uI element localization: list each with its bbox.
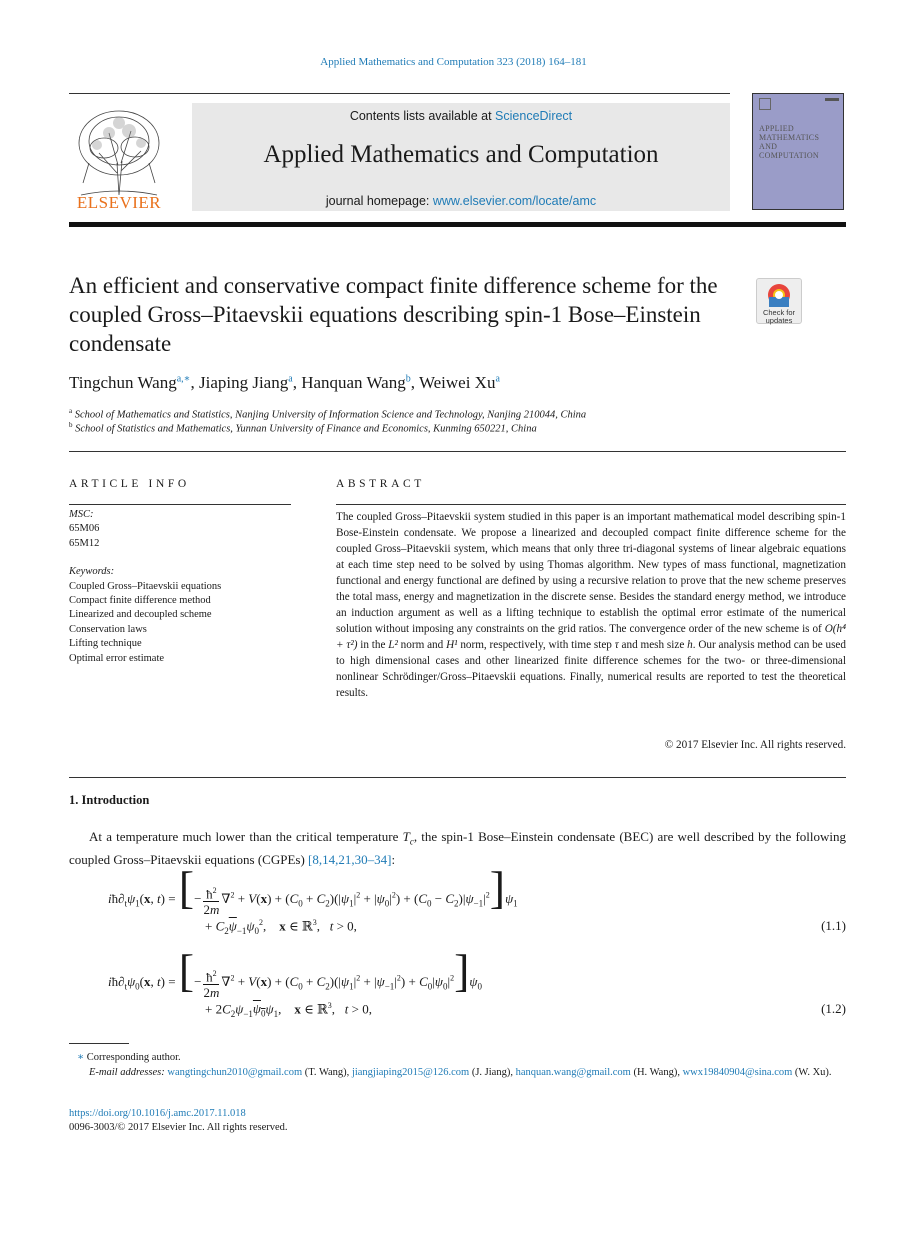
author-name[interactable]: Weiwei Xu	[418, 373, 496, 392]
equation-1-2-line-2: + $2C_2\psi_{-1}\psi_0\psi_1$, x ∈ ℝ$^3$, t > 0,	[205, 1001, 372, 1019]
author-name[interactable]: Tingchun Wang	[69, 373, 177, 392]
divider	[69, 777, 846, 778]
article-info-heading: ARTICLE INFO	[69, 478, 190, 490]
keyword: Linearized and decoupled scheme	[69, 609, 212, 621]
crossmark-label: Check for updates	[762, 308, 796, 325]
homepage-link[interactable]: www.elsevier.com/locate/amc	[432, 194, 597, 208]
author-affiliation-marker[interactable]: a,∗	[176, 373, 191, 385]
keyword: Lifting technique	[69, 638, 142, 650]
author-separator: ,	[292, 373, 302, 392]
equation-1-2-line-1: $iħ\partial_t\psi_0(x$, t) = [− $\frac{ħ^2}{2m}$ $\nabla^2 + V(x) + (C_0 + C_2)(|\psi_1|^2 + |\psi_{-1}|^2) + C_0|\psi_0|^2]\psi_0$	[108, 945, 482, 1001]
contents-prefix: Contents lists available at	[349, 109, 496, 123]
article-info	[69, 508, 291, 666]
author-affiliation-marker[interactable]: b	[405, 373, 411, 385]
journal-name: Applied Mathematics and Computation	[263, 141, 659, 168]
msc-code: 65M06	[69, 523, 100, 535]
author-affiliation-marker[interactable]: a	[495, 373, 500, 385]
keyword: Optimal error estimate	[69, 652, 165, 664]
journal-banner	[192, 103, 730, 211]
crossmark-icon	[767, 283, 791, 307]
equation-number: (1.2)	[821, 1001, 846, 1016]
email-link[interactable]: wangtingchun2010@gmail.com	[167, 1067, 303, 1078]
msc-code: 65M12	[69, 537, 100, 549]
doi-link[interactable]: https://doi.org/10.1016/j.amc.2017.11.018	[69, 1108, 246, 1119]
header-thick-rule	[69, 222, 846, 227]
divider	[69, 451, 846, 452]
author-list	[69, 373, 500, 393]
keyword: Conservation laws	[69, 623, 147, 635]
crossmark-button[interactable]	[756, 278, 802, 324]
author-name[interactable]: Jiaping Jiang	[198, 373, 289, 392]
homepage-line	[192, 194, 730, 208]
issn-line: 0096-3003/© 2017 Elsevier Inc. All rights reserved.	[69, 1122, 288, 1133]
header-rule	[69, 93, 730, 94]
intro-paragraph: At a temperature much lower than the critical temperature $T_c$, the spin-1 Bose–Einstein condensate (BEC) are well described by the following coupled Gross–Pitaevskii equations (CGPEs) [8,14,21,30–34]:	[69, 829, 846, 867]
abstract-copyright: © 2017 Elsevier Inc. All rights reserved.	[664, 739, 846, 751]
equation-1-1-line-2: + $C_2\overline{\psi}_{-1}\psi_0^2$, x ∈ ℝ$^3$, t > 0,	[205, 918, 357, 936]
cover-mark-icon	[825, 98, 839, 101]
author-affiliation-marker[interactable]: a	[288, 373, 293, 385]
elsevier-logo[interactable]	[69, 103, 169, 211]
author-separator: ,	[410, 373, 419, 392]
cover-title: APPLIED MATHEMATICS AND COMPUTATION	[759, 124, 820, 160]
author-separator: ,	[190, 373, 199, 392]
email-link[interactable]: jiangjiaping2015@126.com	[351, 1067, 470, 1078]
keyword: Coupled Gross–Pitaevskii equations	[69, 580, 222, 592]
reference-link[interactable]: [8,14,21,30–34]	[308, 851, 392, 867]
footnotes	[69, 1050, 846, 1080]
publisher-name: ELSEVIER	[76, 193, 162, 212]
cover-logo-icon	[759, 98, 771, 110]
affiliation-b: $^b$ School of Statistics and Mathematics, Yunnan University of Finance and Economics, Kunming 650221, China	[69, 421, 537, 435]
corresponding-note: ∗ Corresponding author.	[77, 1052, 181, 1063]
divider	[69, 504, 291, 505]
abstract-heading: ABSTRACT	[336, 478, 425, 490]
equation-1-1-line-1: $iħ\partial_t\psi_1(x$, t) = [− $\frac{ħ^2}{2m}$ $\nabla^2 + V(x) + (C_0 + C_2)(|\psi_1|^2 + |\psi_0|^2) + (C_0 - C_2)|\psi_{-1}|^2]\psi_1$	[108, 862, 518, 918]
abstract-text: The coupled Gross–Pitaevskii system studied in this paper is an important mathematical model describing spin-1 Bose-Einstein condensate. We propose a linearized and decoupled compact finite difference scheme for the coupled Gross–Pitaevskii system, which means that only three tri-diagonal systems of linear algebraic equations at each time step need to be solved by using Thomas algorithm. New types of mass functional, magnetization functional and energy functional are defined by using a recursive relation to prove that the new scheme preserves the total mass, energy and magnetization in the discrete sense. Besides the standard energy method, we introduce an induction argument as well as a lifting technique to establish the optimal error estimate of the numerical solution without imposing any constraints on the grid ratios. The convergence order of the new scheme is of O(h⁴ + τ²) in the L² norm and H¹ norm, respectively, with time step τ and mesh size h. Our analysis method can be used to high dimensional cases and other linearized finite difference schemes for the two- or three-dimensional nonlinear Schrödinger/Gross–Pitaevskii equations. Finally, numerical results are reported to test the theoretical results.	[336, 511, 846, 699]
author-name[interactable]: Hanquan Wang	[301, 373, 406, 392]
section-heading: 1. Introduction	[69, 793, 150, 807]
keyword: Compact finite difference method	[69, 595, 211, 607]
journal-cover[interactable]	[752, 93, 844, 210]
tc-symbol: $T_c$	[402, 829, 414, 847]
divider	[336, 504, 846, 505]
journal-reference[interactable]: Applied Mathematics and Computation 323 (2018) 164–181	[320, 56, 587, 68]
keywords-label: Keywords:	[69, 566, 115, 578]
contents-line	[192, 109, 730, 123]
equation-number: (1.1)	[821, 918, 846, 933]
affiliation-a: $^a$ School of Mathematics and Statistics, Nanjing University of Information Science and Technology, Nanjing 210044, China	[69, 407, 587, 421]
sciencedirect-link[interactable]: ScienceDirect	[495, 109, 573, 123]
email-link[interactable]: wwx19840904@sina.com	[682, 1067, 793, 1078]
msc-label: MSC:	[69, 509, 94, 520]
homepage-prefix: journal homepage:	[325, 194, 433, 208]
article-title: An efficient and conservative compact finite difference scheme for the coupled Gross–Pitaevskii equations describing spin-1 Bose–Einstein condensate	[69, 273, 718, 356]
email-addresses: E-mail addresses: wangtingchun2010@gmail.com (T. Wang), jiangjiaping2015@126.com (J. Jiang), hanquan.wang@gmail.com (H. Wang), wwx19840904@sina.com (W. Xu).	[89, 1067, 832, 1078]
footnote-rule	[69, 1043, 129, 1044]
email-link[interactable]: hanquan.wang@gmail.com	[515, 1067, 631, 1078]
